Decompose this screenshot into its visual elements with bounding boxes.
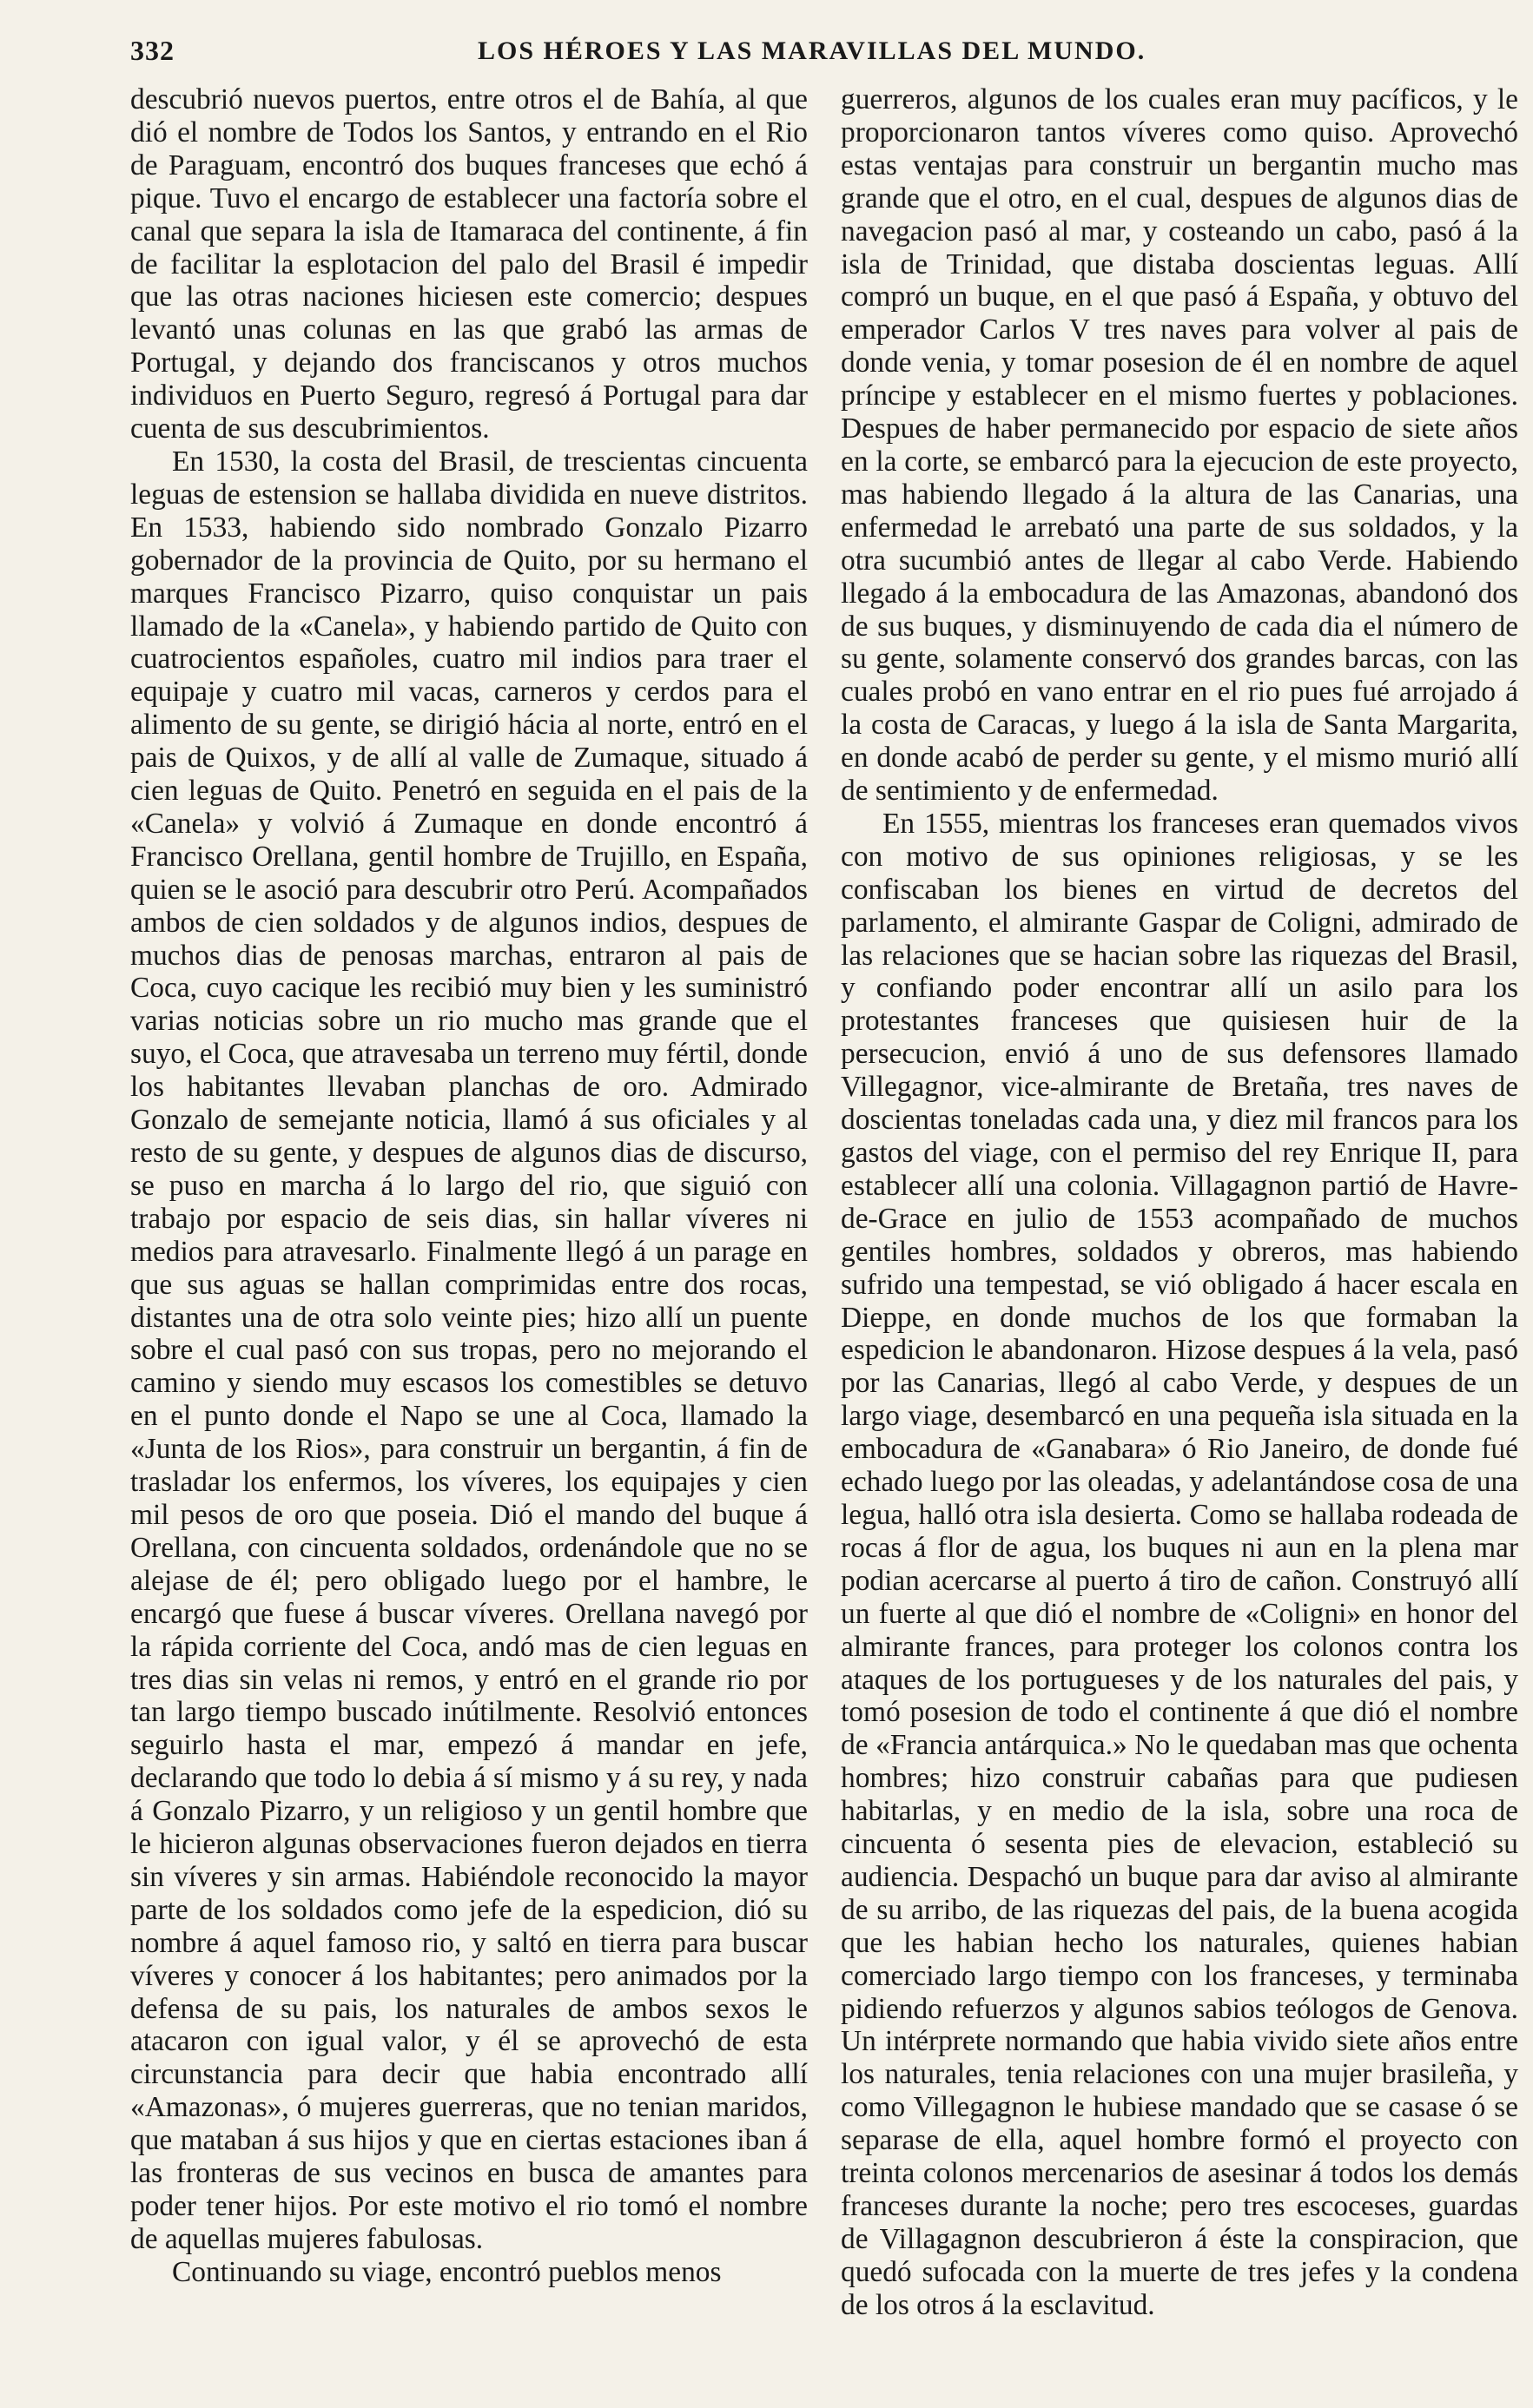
page-number: 332 <box>130 35 175 66</box>
running-title: LOS HÉROES Y LAS MARAVILLAS DEL MUNDO. <box>478 36 1146 65</box>
paragraph: guerreros, algunos de los cuales eran muy pacíficos, y le proporcionaron tantos víveres como quiso. Aprovechó estas ventajas para construir un bergantin mucho mas grande que el otro, en el cual, despues de algunos dias de navegacion pasó al mar, y costeando un cabo, pasó á la isla de Trinidad, que distaba doscientas leguas. Allí compró un buque, en el que pasó á España, y obtuvo del emperador Carlos V tres naves para volver al pais de donde venia, y tomar posesion de él en nombre de aquel príncipe y establecer en el mismo fuertes y poblaciones. Despues de haber permanecido por espacio de siete años en la corte, se embarcó para la ejecucion de este proyecto, mas habiendo llegado á la altura de las Canarias, una enfermedad le arrebató una parte de sus soldados, y la otra sucumbió antes de llegar al cabo Verde. Habiendo llegado á la embocadura de las Amazonas, abandonó dos de sus buques, y disminuyendo de cada dia el número de su gente, solamente conservó dos grandes barcas, con las cuales probó en vano entrar en el rio pues fué arrojado á la costa de Caracas, y luego á la isla de Santa Margarita, en donde acabó de perder su gente, y el mismo murió allí de sentimiento y de enfermedad. <box>841 83 1518 808</box>
column-divider <box>823 83 824 2332</box>
paragraph: descubrió nuevos puertos, entre otros el de Bahía, al que dió el nombre de Todos los Santos, y entrando en el Rio de Paraguam, encontró dos buques franceses que echó á pique. Tuvo el encargo de establecer una factoría sobre el canal que separa la isla de Itamaraca del continente, á fin de facilitar la esplotacion del palo del Brasil é impedir que las otras naciones hiciesen este comercio; despues levantó unas colunas en las que grabó las armas de Portugal, y dejando dos franciscanos y otros muchos individuos en Puerto Seguro, regresó á Portugal para dar cuenta de sus descubrimientos. <box>130 83 808 445</box>
paragraph: Continuando su viage, encontró pueblos menos <box>172 2255 722 2288</box>
right-column <box>841 83 1518 2322</box>
paragraph: En 1530, la costa del Brasil, de trescientas cincuenta leguas de estension se hallaba dividida en nueve distritos. En 1533, habiendo sido nombrado Gonzalo Pizarro gobernador de la provincia de Quito, por su hermano el marques Francisco Pizarro, quiso conquistar un pais llamado de la «Canela», y habiendo partido de Quito con cuatrocientos españoles, cuatro mil indios para traer el equipaje y cuatro mil vacas, carneros y cerdos para el alimento de su gente, se dirigió hácia al norte, entró en el pais de Quixos, y de allí al valle de Zumaque, situado á cien leguas de Quito. Penetró en seguida en el pais de la «Canela» y volvió á Zumaque en donde encontró á Francisco Orellana, gentil hombre de Trujillo, en España, quien se le asoció para descubrir otro Perú. Acompañados ambos de cien soldados y de algunos indios, despues de muchos dias de penosas marchas, entraron al pais de Coca, cuyo cacique les recibió muy bien y les suministró varias noticias sobre un rio mucho mas grande que el suyo, el Coca, que atravesaba un terreno muy fértil, donde los habitantes llevaban planchas de oro. Admirado Gonzalo de semejante noticia, llamó á sus oficiales y al resto de su gente, y despues de algunos dias de discurso, se puso en marcha á lo largo del rio, que siguió con trabajo por espacio de seis dias, sin hallar víveres ni medios para atravesarlo. Finalmente llegó á un parage en que sus aguas se hallan comprimidas entre dos rocas, distantes una de otra solo veinte pies; hizo allí un puente sobre el cual pasó con sus tropas, pero no mejorando el camino y siendo muy escasos los comestibles se detuvo en el punto donde el Napo se une al Coca, llamado la «Junta de los Rios», para construir un bergantin, á fin de trasladar los enfermos, los víveres, los equipajes y cien mil pesos de oro que poseia. Dió el mando del buque á Orellana, con cincuenta soldados, ordenándole que no se alejase de él; pero obligado luego por el hambre, le encargó que fuese á buscar víveres. Orellana navegó por la rápida corriente del Coca, andó mas de cien leguas en tres dias sin velas ni remos, y entró en el grande rio por tan largo tiempo buscado inútilmente. Resolvió entonces seguirlo hasta el mar, empezó á mandar en jefe, declarando que todo lo debia á sí mismo y á su rey, y nada á Gonzalo Pizarro, y un religioso y un gentil hombre que le hicieron algunas observaciones fueron dejados en tierra sin víveres y sin armas. Habiéndole reconocido la mayor parte de los soldados como jefe de la espedicion, dió su nombre á aquel famoso rio, y saltó en tierra para buscar víveres y conocer á los habitantes; pero animados por la defensa de su pais, los naturales de ambos sexos le atacaron con igual valor, y él se aprovechó de esta circunstancia para decir que habia encontrado allí «Amazonas», ó mujeres guerreras, que no tenian maridos, que mataban á sus hijos y que en ciertas estaciones iban á las fronteras de sus vecinos en busca de amantes para poder tener hijos. Por este motivo el rio tomó el nombre de aquellas mujeres fabulosas. <box>130 445 808 2255</box>
left-column <box>130 83 808 2289</box>
page-header <box>130 35 1520 73</box>
paragraph: En 1555, mientras los franceses eran quemados vivos con motivo de sus opiniones religiosas, y se les confiscaban los bienes en virtud de decretos del parlamento, el almirante Gaspar de Coligni, admirado de las relaciones que se hacian sobre las riquezas del Brasil, y confiando poder encontrar allí un asilo para los protestantes franceses que quisiesen huir de la persecucion, envió á uno de sus defensores llamado Villegagnor, vice-almirante de Bretaña, tres naves de doscientas toneladas cada una, y diez mil francos para los gastos del viage, con el permiso del rey Enrique II, para establecer allí una colonia. Villagagnon partió de Havre-de-Grace en julio de 1553 acompañado de muchos gentiles hombres, soldados y obreros, mas habiendo sufrido una tempestad, se vió obligado á hacer escala en Dieppe, en donde muchos de los que formaban la espedicion le abandonaron. Hizose despues á la vela, pasó por las Canarias, llegó al cabo Verde, y despues de un largo viage, desembarcó en una pequeña isla situada en la embocadura de «Ganabara» ó Rio Janeiro, de donde fué echado luego por las oleadas, y adelantándose cosa de una legua, halló otra isla desierta. Como se hallaba rodeada de rocas á flor de agua, los buques ni aun en la plena mar podian acercarse al puerto á tiro de cañon. Construyó allí un fuerte al que dió el nombre de «Coligni» en honor del almirante frances, para proteger los colonos contra los ataques de los portugueses y de los naturales del pais, y tomó posesion de todo el continente á que dió el nombre de «Francia antárquica.» No le quedaban mas que ochenta hombres; hizo construir cabañas para que pudiesen habitarlas, y en medio de la isla, sobre una roca de cincuenta ó sesenta pies de elevacion, estableció su audiencia. Despachó un buque para dar aviso al almirante de su arribo, de las riquezas del pais, de la buena acogida que les habian hecho los naturales, quienes habian comerciado largo tiempo con los franceses, y terminaba pidiendo refuerzos y algunos sabios teólogos de Genova. Un intérprete normando que habia vivido siete años entre los naturales, tenia relaciones con una mujer brasileña, y como Villegagnon le hubiese mandado que se casase ó se separase de ella, aquel hombre formó el proyecto con treinta colonos mercenarios de asesinar á todos los demás franceses durante la noche; pero tres escoceses, guardas de Villagagnon descubrieron á éste la conspiracion, que quedó sufocada con la muerte de tres jefes y la condena de los otros á la esclavitud. <box>841 807 1518 2321</box>
